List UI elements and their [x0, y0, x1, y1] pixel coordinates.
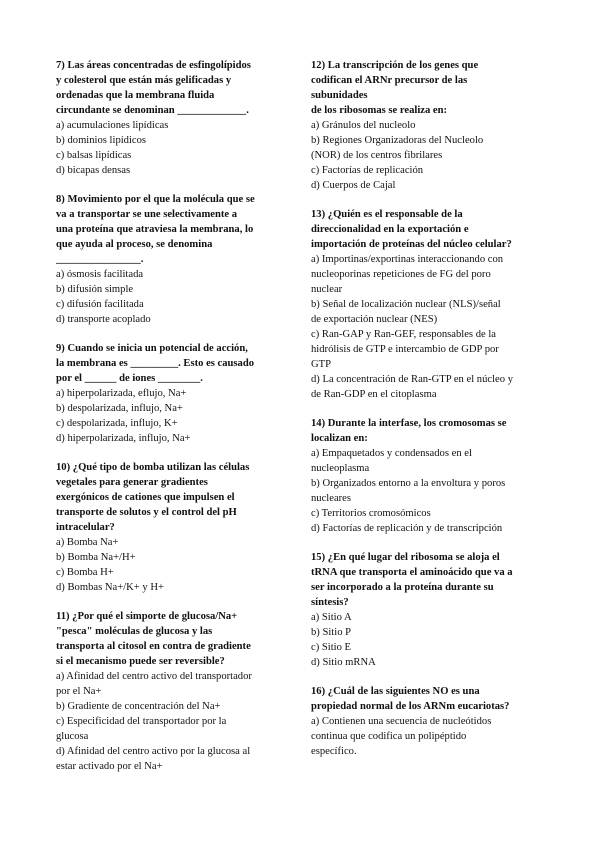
option-d: d) La concentración de Ran-GTP en el núcleo y de Ran-GDP en el citoplasma	[311, 374, 513, 400]
option-c: c) Ran-GAP y Ran-GEF, responsables de la hidrólisis de GTP e intercambio de GDP por GTP	[311, 329, 499, 370]
option-d: d) Bombas Na+/K+ y H+	[56, 582, 164, 593]
option-c: c) Bomba H+	[56, 567, 114, 578]
option-c: c) Especificidad del transportador por la glucosa	[56, 716, 227, 742]
question-stem: 15) ¿En qué lugar del ribosoma se aloja el tRNA que transporta el aminoácido que va a ser incorporado a la proteína durante su síntesis?	[311, 552, 513, 608]
option-d: d) hiperpolarizada, influjo, Na+	[56, 433, 191, 444]
option-c: c) balsas lipídicas	[56, 150, 132, 161]
option-c: c) Territorios cromosómicos	[311, 508, 431, 519]
question-stem: 11) ¿Por qué el simporte de glucosa/Na+ "pesca" moléculas de glucosa y las transporta al citosol en contra de gradiente si el mecanismo puede ser reversible?	[56, 611, 251, 667]
question-stem: 13) ¿Quién es el responsable de la direccionalidad en la exportación e importación de proteínas del núcleo celular?	[311, 209, 512, 250]
option-d: d) Cuerpos de Cajal	[311, 180, 396, 191]
question-13	[311, 207, 547, 402]
question-7	[56, 58, 290, 178]
option-b: b) Gradiente de concentración del Na+	[56, 701, 221, 712]
option-b: b) Regiones Organizadoras del Nucleolo (NOR) de los centros fibrilares	[311, 135, 484, 161]
question-16	[311, 684, 547, 759]
option-a: a) Sitio A	[311, 612, 352, 623]
option-b: b) Organizados entorno a la envoltura y poros nucleares	[311, 478, 506, 504]
option-a: a) Gránulos del nucleolo	[311, 120, 416, 131]
option-a: a) Contienen una secuencia de nucleótidos continua que codifica un polipéptido específico.	[311, 716, 492, 757]
option-b: b) Sitio P	[311, 627, 352, 638]
question-stem: 14) Durante la interfase, los cromosomas se localizan en:	[311, 418, 507, 444]
option-c: c) Factorías de replicación	[311, 165, 424, 176]
option-b: b) Señal de localización nuclear (NLS)/señal de exportación nuclear (NES)	[311, 299, 501, 325]
question-10	[56, 460, 290, 595]
question-stem: 12) La transcripción de los genes que codifican el ARNr precursor de las subunidades de los ribosomas se realiza en:	[311, 60, 479, 116]
question-stem: 16) ¿Cuál de las siguientes NO es una propiedad normal de los ARNm eucariotas?	[311, 686, 510, 712]
question-stem: 8) Movimiento por el que la molécula que se va a transportar se une selectivamente a una proteína que atraviesa la membrana, lo que ayuda al proceso, se denomina ________________.	[56, 194, 255, 265]
option-a: a) Bomba Na+	[56, 537, 119, 548]
question-8	[56, 192, 290, 327]
question-stem: 10) ¿Qué tipo de bomba utilizan las células vegetales para generar gradientes exergónicos de cationes que impulsen el transporte de solutos y el control del pH intracelular?	[56, 462, 250, 533]
question-stem: 7) Las áreas concentradas de esfingolípidos y colesterol que están más gelificadas y ordenadas que la membrana fluida circundante se denominan _____________.	[56, 60, 251, 116]
option-a: a) hiperpolarizada, eflujo, Na+	[56, 388, 187, 399]
question-9	[56, 341, 290, 446]
option-c: c) despolarizada, influjo, K+	[56, 418, 178, 429]
question-14	[311, 416, 547, 536]
option-a: a) Empaquetados y condensados en el nucleoplasma	[311, 448, 472, 474]
question-12	[311, 58, 547, 193]
option-a: a) acumulaciones lipídicas	[56, 120, 169, 131]
right-column	[311, 58, 547, 773]
question-11	[56, 609, 290, 774]
option-b: b) despolarizada, influjo, Na+	[56, 403, 183, 414]
option-d: d) transporte acoplado	[56, 314, 151, 325]
option-a: a) Importinas/exportinas interaccionando con nucleoporinas repeticiones de FG del poro nuclear	[311, 254, 504, 295]
option-d: d) bicapas densas	[56, 165, 131, 176]
option-d: d) Factorías de replicación y de transcripción	[311, 523, 503, 534]
question-stem: 9) Cuando se inicia un potencial de acción, la membrana es _________. Esto es causado por el ______ de iones ________.	[56, 343, 255, 384]
option-b: b) Bomba Na+/H+	[56, 552, 136, 563]
question-15	[311, 550, 547, 670]
option-d: d) Sitio mRNA	[311, 657, 376, 668]
left-column	[56, 58, 290, 788]
option-c: c) difusión facilitada	[56, 299, 144, 310]
option-c: c) Sitio E	[311, 642, 352, 653]
option-b: b) difusión simple	[56, 284, 134, 295]
option-d: d) Afinidad del centro activo por la glucosa al estar activado por el Na+	[56, 746, 251, 772]
option-a: a) ósmosis facilitada	[56, 269, 144, 280]
option-a: a) Afinidad del centro activo del transportador por el Na+	[56, 671, 252, 697]
option-b: b) dominios lipídicos	[56, 135, 147, 146]
